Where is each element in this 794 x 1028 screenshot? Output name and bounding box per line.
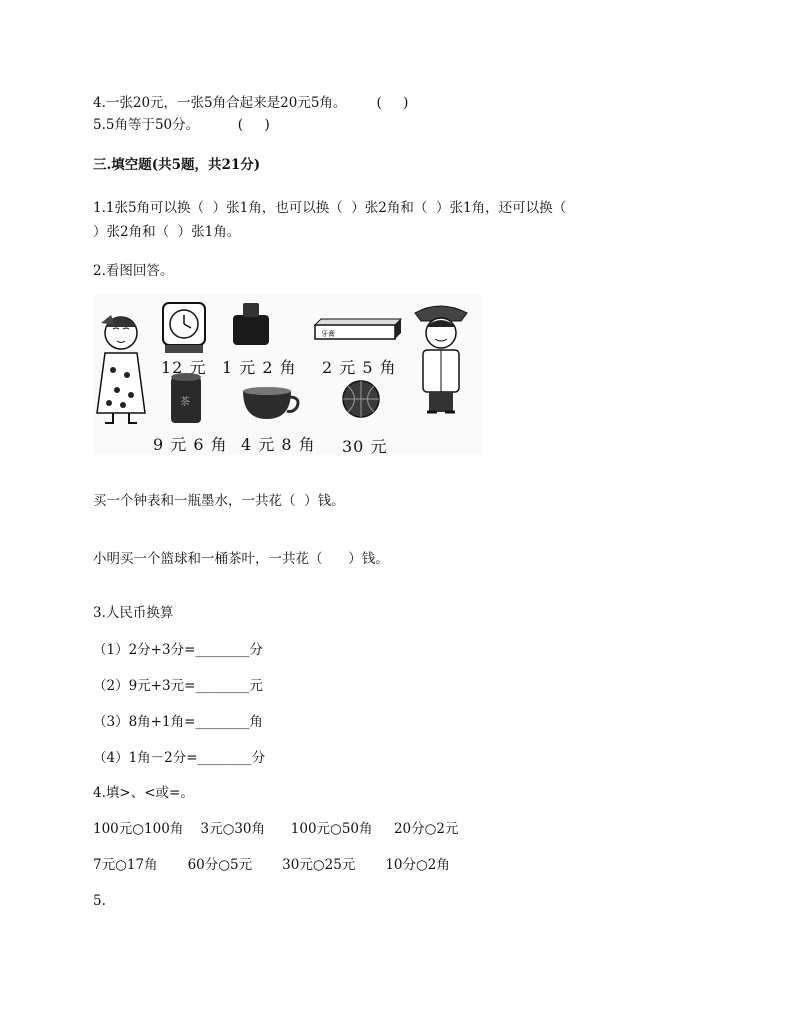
- toothpaste-label: 牙膏: [321, 330, 335, 338]
- toothpaste-icon: [315, 319, 401, 339]
- price-toothpaste: 2 元 5 角: [322, 358, 397, 377]
- conversion-item-2: （2）9元+3元=________元: [93, 678, 263, 694]
- fill-question-1-line-2: ）张2角和（ ）张1角。: [93, 224, 241, 240]
- tf-question-5: 5.5角等于50分。 ( ): [93, 117, 270, 133]
- conversion-item-4: （4）1角－2分=________分: [93, 750, 266, 766]
- price-clock: 12 元: [161, 358, 207, 377]
- compare-row-2: 7元○17角 60分○5元 30元○25元 10分○2角: [93, 857, 450, 873]
- price-ball: 30 元: [342, 437, 388, 456]
- basketball-icon: [343, 381, 379, 417]
- conversion-item-3: （3）8角+1角=________角: [93, 714, 263, 730]
- fill-question-5-title: 5.: [93, 893, 106, 909]
- fill-question-3-title: 3.人民币换算: [93, 605, 174, 621]
- clock-icon: [163, 303, 205, 353]
- fill-question-2-a: 买一个钟表和一瓶墨水，一共花（ ）钱。: [93, 493, 345, 509]
- tf-question-4: 4.一张20元，一张5角合起来是20元5角。 ( ): [93, 95, 409, 111]
- tea-label: 茶: [180, 397, 190, 408]
- price-tea: 9 元 6 角: [153, 435, 228, 454]
- compare-row-1: 100元○100角 3元○30角 100元○50角 20分○2元: [93, 821, 459, 837]
- fill-question-4-title: 4.填>、<或=。: [93, 785, 194, 801]
- fill-question-2-title: 2.看图回答。: [93, 263, 174, 279]
- shopping-figure: [93, 295, 481, 455]
- section-title: 三.填空题(共5题，共21分): [93, 157, 261, 173]
- price-cup: 4 元 8 角: [241, 435, 316, 454]
- fill-question-1-line-1: 1.1张5角可以换（ ）张1角，也可以换（ ）张2角和（ ）张1角，还可以换（: [93, 200, 567, 216]
- fill-question-2-b: 小明买一个篮球和一桶茶叶，一共花（ ）钱。: [93, 551, 389, 567]
- tea-can-icon: [171, 373, 201, 423]
- price-ink: 1 元 2 角: [222, 358, 297, 377]
- conversion-item-1: （1）2分+3分=________分: [93, 642, 263, 658]
